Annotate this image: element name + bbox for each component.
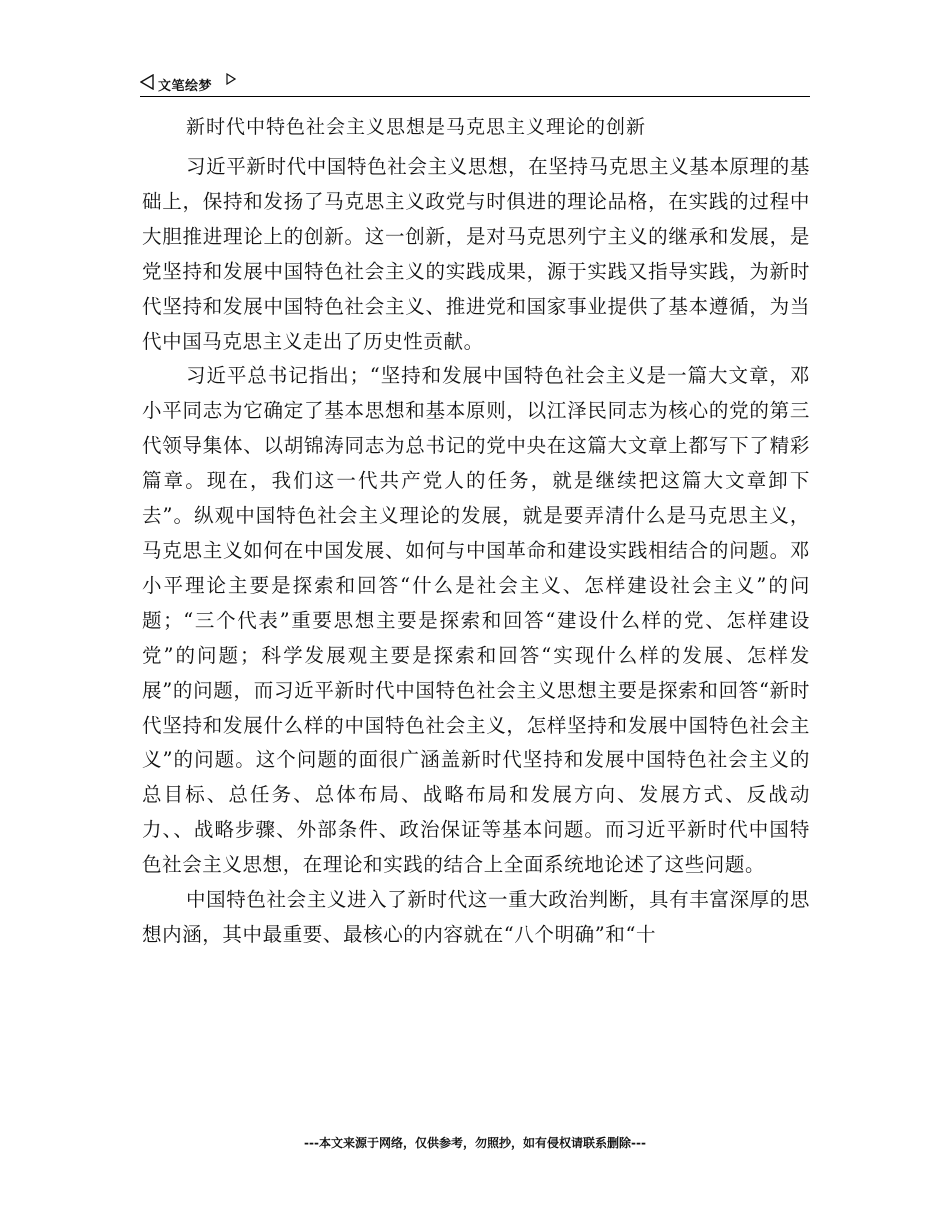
triangle-right-icon — [226, 73, 236, 89]
paragraph-1: 习近平新时代中国特色社会主义思想，在坚持马克思主义基本原理的基础上，保持和发扬了马克思主义政党与时俱进的理论品格，在实践的过程中大胆推进理论上的创新。这一创新，是对马克思列宁主义的继承和发展，是党坚持和发展中国特色社会主义的实践成果，源于实践又指导实践，为新时代坚持和发展中国特色社会主义、推进党和国家事业提供了基本遵循，为当代中国马克思主义走出了历史性贡献。 — [142, 155, 810, 353]
footer-disclaimer: ---本文来源于网络，仅供参考，勿照抄，如有侵权请联系删除--- — [304, 1136, 646, 1150]
document-title: 新时代中特色社会主义思想是马克思主义理论的创新 — [186, 116, 647, 138]
header-brand: 文笔绘梦 — [158, 79, 213, 94]
page-header — [140, 72, 810, 97]
paragraph-2: 习近平总书记指出；“坚持和发展中国特色社会主义是一篇大文章，邓小平同志为它确定了基本思想和基本原则，以江泽民同志为核心的党的第三代领导集体、以胡锦涛同志为总书记的党中央在这篇大文章上都写下了精彩篇章。现在，我们这一代共产党人的任务，就是继续把这篇大文章卸下去”。纵观中国特色社会主义理论的发展，就是要弄清什么是马克思主义，马克思主义如何在中国发展、如何与中国革命和建设实践相结合的问题。邓小平理论主要是探索和回答“什么是社会主义、怎样建设社会主义”的问题；“三个代表”重要思想主要是探索和回答“建设什么样的党、怎样建设党”的问题；科学发展观主要是探索和回答“实现什么样的发展、怎样发展”的问题，而习近平新时代中国特色社会主义思想主要是探索和回答“新时代坚持和发展什么样的中国特色社会主义，怎样坚持和发展中国特色社会主义”的问题。这个问题的面很广涵盖新时代坚持和发展中国特色社会主义的总目标、总任务、总体布局、战略布局和发展方向、发展方式、反战动力、、战略步骤、外部条件、政治保证等基本问题。而习近平新时代中国特色社会主义思想，在理论和实践的结合上全面系统地论述了这些问题。 — [142, 364, 810, 877]
paragraph-3: 中国特色社会主义进入了新时代这一重大政治判断，具有丰富深厚的思想内涵，其中最重要、最核心的内容就在“八个明确”和“十 — [142, 888, 810, 946]
document-body — [142, 110, 810, 953]
triangle-left-icon — [140, 74, 154, 94]
